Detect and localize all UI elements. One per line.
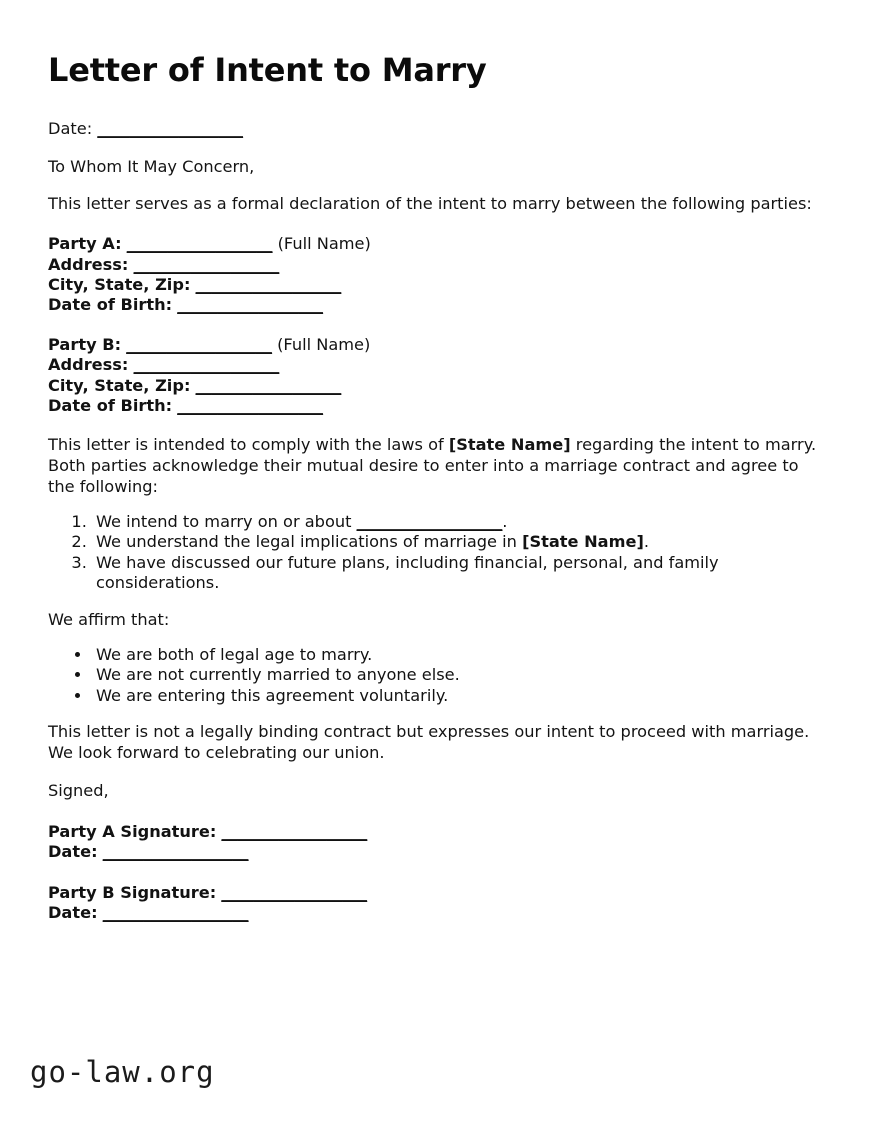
agreement-2-after: . — [643, 532, 650, 552]
state-placeholder-2: [State Name] — [522, 532, 644, 552]
affirm-heading: We affirm that: — [48, 609, 170, 629]
party-b-signature-block — [48, 883, 824, 924]
party-a-signature-date-label: Date: — [48, 842, 98, 862]
party-b-signature-blank[interactable]: __________________ — [221, 882, 368, 902]
party-a-name-label: Party A: — [48, 234, 122, 254]
agreement-1-after: . — [502, 511, 508, 531]
party-a-signature-date-blank[interactable]: __________________ — [102, 842, 249, 862]
party-b-signature-date-label: Date: — [48, 903, 98, 923]
party-a-address-blank[interactable]: __________________ — [133, 254, 280, 274]
party-b-address-label: Address: — [48, 355, 129, 375]
party-b-dob-label: Date of Birth: — [48, 396, 173, 416]
affirmations-list — [48, 645, 824, 707]
compliance-text-after: regarding the intent to marry. Both parties acknowledge their mutual desire to enter into a marriage contract and agree to the following: — [48, 435, 817, 497]
party-b-name-label: Party B: — [48, 334, 122, 354]
date-blank[interactable]: __________________ — [97, 118, 243, 138]
party-a-signature-blank[interactable]: __________________ — [221, 821, 368, 841]
party-a-name-line — [48, 234, 824, 254]
party-a-city-line — [48, 275, 824, 295]
party-a-dob-blank[interactable]: __________________ — [177, 295, 323, 315]
agreement-3-text: We have discussed our future plans, including financial, personal, and family considerations. — [96, 552, 719, 593]
party-b-city-line — [48, 376, 824, 396]
party-a-city-blank[interactable]: __________________ — [195, 275, 342, 294]
party-a-signature-date-line — [48, 842, 824, 863]
closing-paragraph: This letter is not a legally binding contract but expresses our intent to proceed with marriage. We look forward to celebrating our union. — [48, 722, 810, 762]
list-item: • We are not currently married to anyone else. — [92, 665, 824, 686]
signed-label: Signed, — [48, 780, 109, 800]
list-item — [92, 512, 824, 533]
agreement-2-before: We understand the legal implications of marriage in — [96, 532, 523, 552]
date-line — [48, 119, 824, 140]
list-item — [92, 532, 824, 553]
party-a-address-label: Address: — [48, 254, 129, 274]
party-b-address-blank[interactable]: __________________ — [133, 355, 280, 375]
party-b-name-blank[interactable]: __________________ — [126, 334, 272, 354]
party-a-name-blank[interactable]: __________________ — [126, 234, 273, 254]
agreements-list — [48, 512, 824, 594]
party-b-name-line — [48, 335, 824, 355]
party-a-address-line — [48, 255, 824, 275]
page-title: Letter of Intent to Marry — [48, 51, 487, 89]
party-b-address-line — [48, 355, 824, 375]
party-b-name-suffix: (Full Name) — [277, 334, 371, 354]
party-b-city-blank[interactable]: __________________ — [195, 375, 342, 395]
date-label: Date: — [48, 118, 93, 138]
footer-watermark: go-law.org — [30, 1055, 215, 1089]
party-a-dob-line — [48, 295, 824, 315]
list-item: • We are entering this agreement voluntarily. — [92, 686, 824, 707]
party-a-signature-line — [48, 822, 824, 843]
party-b-signature-line — [48, 883, 824, 904]
party-b-signature-date-blank[interactable]: __________________ — [102, 903, 249, 923]
party-a-block — [48, 234, 824, 316]
document-body — [48, 52, 824, 924]
party-a-dob-label: Date of Birth: — [48, 295, 173, 315]
party-b-block — [48, 335, 824, 417]
marriage-date-blank[interactable]: __________________ — [356, 511, 503, 531]
state-placeholder-1: [State Name] — [448, 435, 571, 455]
agreement-1-before: We intend to marry on or about — [96, 511, 357, 531]
party-b-signature-label: Party B Signature: — [48, 882, 217, 902]
compliance-text-before: This letter is intended to comply with the laws of — [48, 435, 449, 455]
party-a-name-suffix: (Full Name) — [277, 234, 371, 254]
salutation: To Whom It May Concern, — [48, 156, 255, 176]
party-b-dob-line — [48, 396, 824, 416]
party-a-city-label: City, State, Zip: — [48, 275, 191, 294]
intro-paragraph: This letter serves as a formal declaration of the intent to marry between the following parties: — [48, 194, 812, 214]
party-a-signature-block — [48, 822, 824, 863]
party-a-signature-label: Party A Signature: — [48, 821, 217, 841]
party-b-signature-date-line — [48, 903, 824, 924]
compliance-paragraph — [48, 435, 824, 497]
list-item: • We are both of legal age to marry. — [92, 645, 824, 666]
party-b-dob-blank[interactable]: __________________ — [177, 396, 323, 416]
list-item — [92, 553, 824, 594]
party-b-city-label: City, State, Zip: — [48, 375, 191, 395]
